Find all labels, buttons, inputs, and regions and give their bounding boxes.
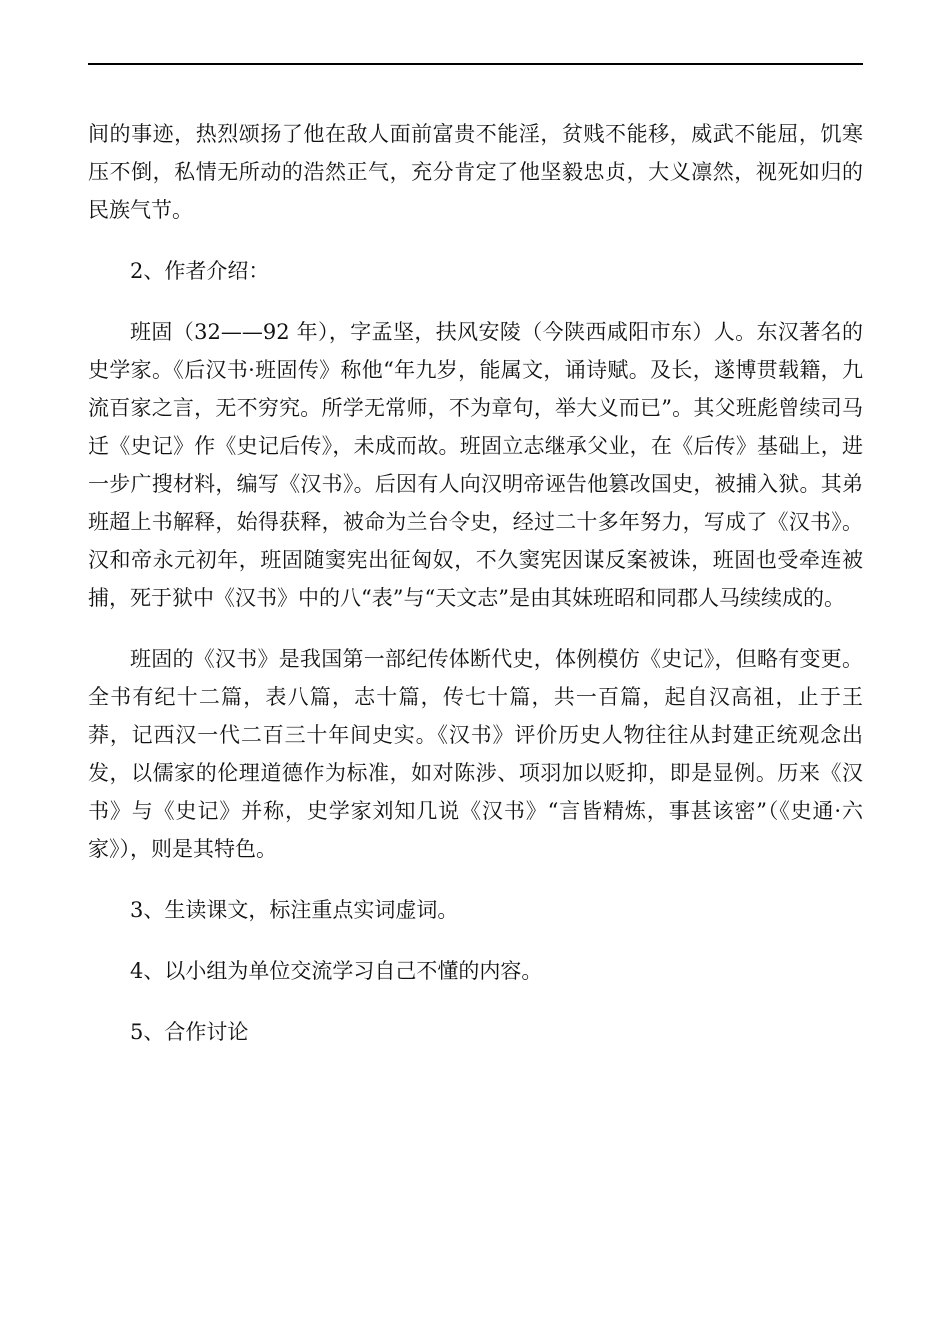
item-group-exchange: 4、以小组为单位交流学习自己不懂的内容。 bbox=[130, 959, 543, 983]
document-body bbox=[88, 115, 863, 1074]
heading-author-intro: 2、作者介绍： bbox=[130, 259, 270, 283]
paragraph-continuation: 间的事迹，热烈颂扬了他在敌人面前富贵不能淫，贫贱不能移，威武不能屈，饥寒压不倒，私情无所动的浩然正气，充分肯定了他坚毅忠贞，大义凛然，视死如归的民族气节。 bbox=[88, 122, 863, 222]
item-read-text: 3、生读课文，标注重点实词虚词。 bbox=[130, 898, 459, 922]
item-discussion: 5、合作讨论 bbox=[130, 1020, 249, 1044]
paragraph-han-shu: 班固的《汉书》是我国第一部纪传体断代史，体例模仿《史记》，但略有变更。全书有纪十二篇，表八篇，志十篇，传七十篇，共一百篇，起自汉高祖，止于王莽，记西汉一代二百三十年间史实。《汉书》评价历史人物往往从封建正统观念出发，以儒家的伦理道德作为标准，如对陈涉、项羽加以贬抑，即是显例。历来《汉书》与《史记》并称，史学家刘知几说《汉书》“言皆精炼，事甚该密”（《史通·六家》），则是其特色。 bbox=[88, 647, 863, 861]
paragraph-ban-gu-bio: 班固（32——92 年），字孟坚，扶风安陵（今陕西咸阳市东）人。东汉著名的史学家。《后汉书·班固传》称他“年九岁，能属文，诵诗赋。及长，遂博贯载籍，九流百家之言，无不穷究。所学无常师，不为章句，举大义而已”。其父班彪曾续司马迁《史记》作《史记后传》，未成而故。班固立志继承父业，在《后传》基础上，进一步广搜材料，编写《汉书》。后因有人向汉明帝诬告他篡改国史，被捕入狱。其弟班超上书解释，始得获释，被命为兰台令史，经过二十多年努力，写成了《汉书》。汉和帝永元初年，班固随窦宪出征匈奴，不久窦宪因谋反案被诛，班固也受牵连被捕，死于狱中《汉书》中的八“表”与“天文志”是由其妹班昭和同郡人马续续成的。 bbox=[88, 320, 863, 610]
header-rule bbox=[88, 63, 863, 65]
